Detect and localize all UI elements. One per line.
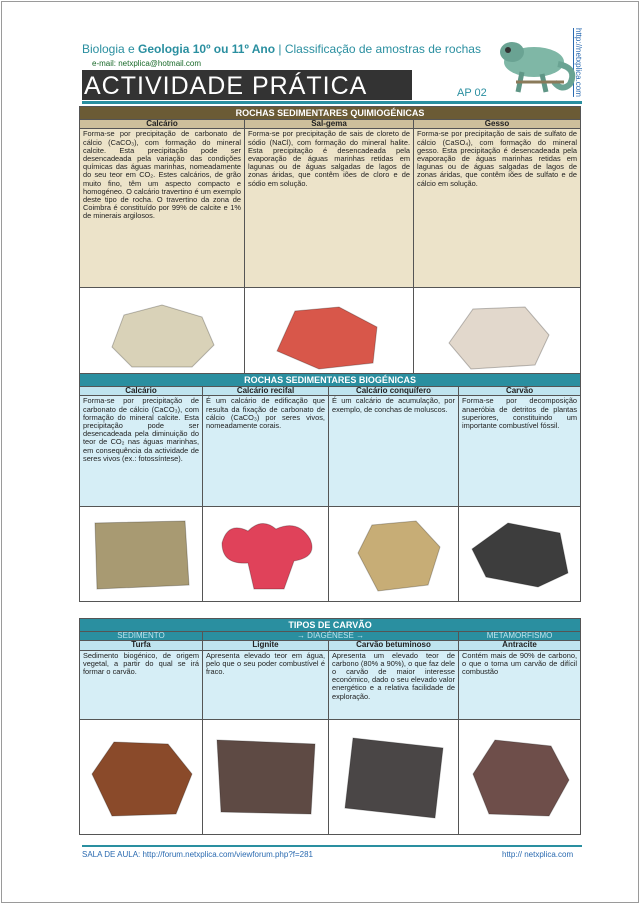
description-cell: Forma-se por decomposição anaeróbia de detritos de plantas superiores, constituindo um importante combustível fóssil. <box>459 396 581 507</box>
activity-code: AP 02 <box>457 87 487 99</box>
rock-photo-cell <box>80 719 203 834</box>
rock-photo-cell <box>203 719 329 834</box>
rock-sample-image <box>339 734 449 820</box>
section-title: ROCHAS SEDIMENTARES QUIMIOGÉNICAS <box>80 107 581 120</box>
banner-text: ACTIVIDADE PRÁTICA <box>84 72 368 100</box>
phase-label: → DIAGÉNESE → <box>203 632 459 641</box>
header-title: Biologia e Geologia 10º ou 11º Ano | Classificação de amostras de rochas <box>82 42 481 56</box>
description-cell: Apresenta um elevado teor de carbono (80% a 90%), o que faz dele o carvão de maior interesse económico, dado o seu elevado valor energético e a relativa facilidade de exploração. <box>329 650 459 719</box>
column-header: Sal-gema <box>245 120 414 129</box>
column-header: Calcário recifal <box>203 387 329 396</box>
description-cell: Apresenta elevado teor em água, pelo que o seu poder combustível é fraco. <box>203 650 329 719</box>
description-cell: Contém mais de 90% de carbono, o que o torna um carvão de difícil combustão <box>459 650 581 719</box>
rock-sample-image <box>89 513 193 595</box>
section-title: TIPOS DE CARVÃO <box>80 619 581 632</box>
coal-types-table <box>79 618 581 835</box>
site-link[interactable]: http:// netxplica.com <box>502 850 574 859</box>
phase-label: METAMORFISMO <box>459 632 581 641</box>
footer-divider <box>82 845 582 847</box>
rock-sample-image <box>102 297 222 373</box>
rock-photo-cell <box>203 507 329 602</box>
chameleon-logo-icon <box>494 32 580 98</box>
column-header: Carvão betuminoso <box>329 641 459 650</box>
rock-sample-image <box>269 297 389 373</box>
description-cell: Forma-se por precipitação de carbonato de cálcio (CaCO₃), com formação do mineral calcite. Esta precipitação pode ser desencadeada pela variação das condições químicas das águas marinhas, nomeadamente do seu teor em CO₂. Estes calcários, de grão muito fino, têm um aspecto compacto e homogéneo. O calcário travertino é um exemplo deste tipo de rocha. O travertino da zona de Coimbra é constituído por 99% de calcite e 1% de minerais argilosos. <box>80 129 245 288</box>
column-header: Calcário <box>80 387 203 396</box>
forum-link[interactable]: SALA DE AULA: http://forum.netxplica.com/viewforum.php?f=281 <box>82 850 314 859</box>
column-header: Turfa <box>80 641 203 650</box>
rock-sample-image <box>214 513 318 595</box>
section-title: ROCHAS SEDIMENTARES BIOGÉNICAS <box>80 374 581 387</box>
chemical-rocks-table <box>79 106 581 383</box>
description-cell: Forma-se por precipitação de carbonato de cálcio (CaCO₃), com formação do mineral calcite. Esta precipitação pode ser desencadeada pela diminuição do teor de CO₂ nas águas marinhas, em consequência da actividade de seres vivos (ex.: fotossíntese). <box>80 396 203 507</box>
header-divider <box>82 101 582 104</box>
rock-photo-cell <box>459 507 581 602</box>
rock-sample-image <box>465 734 575 820</box>
description-cell: É um calcário de edificação que resulta da fixação de carbonato de cálcio (CaCO₃) por seres vivos, nomeadamente corais. <box>203 396 329 507</box>
column-header: Carvão <box>459 387 581 396</box>
rock-photo-cell <box>80 288 245 383</box>
description-cell: Forma-se por precipitação de sais de cloreto de sódio (NaCl), com formação do mineral halite. Esta precipitação é desencadeada pela evaporação de águas marinhas retidas em lagunas ou de águas salgadas de lagos de zonas áridas, que contêm iões de cloro e de sódio em solução. <box>245 129 414 288</box>
rock-photo-cell <box>329 719 459 834</box>
rock-photo-cell <box>459 719 581 834</box>
rock-sample-image <box>342 513 446 595</box>
description-cell: Sedimento biogénico, de origem vegetal, a partir do qual se irá formar o carvão. <box>80 650 203 719</box>
rock-photo-cell <box>329 507 459 602</box>
rock-photo-cell <box>80 507 203 602</box>
phase-label: SEDIMENTO <box>80 632 203 641</box>
worksheet-page <box>1 1 639 903</box>
rock-sample-image <box>468 513 572 595</box>
column-header: Calcário conquífero <box>329 387 459 396</box>
column-header: Antracite <box>459 641 581 650</box>
description-cell: Forma-se por precipitação de sais de sulfato de cálcio (CaSO₄), com formação do mineral gesso. Esta precipitação é desencadeada pela evaporação de águas marinhas retidas em lagunas ou de águas salgadas de lagos de zonas áridas, que contêm iões de sulfato e de cálcio em solução. <box>414 129 581 288</box>
header-email[interactable]: e-mail: netxplica@hotmail.com <box>92 59 202 68</box>
column-header: Calcário <box>80 120 245 129</box>
rock-photo-cell <box>245 288 414 383</box>
biogenic-rocks-table <box>79 373 581 602</box>
rock-sample-image <box>437 297 557 373</box>
column-header: Gesso <box>414 120 581 129</box>
rock-sample-image <box>86 734 196 820</box>
column-header: Lignite <box>203 641 329 650</box>
site-link-vertical[interactable]: http://netxplica.com <box>574 28 583 97</box>
description-cell: É um calcário de acumulação, por exemplo, de conchas de moluscos. <box>329 396 459 507</box>
rock-sample-image <box>211 734 321 820</box>
activity-banner <box>82 70 412 100</box>
rock-photo-cell <box>414 288 581 383</box>
